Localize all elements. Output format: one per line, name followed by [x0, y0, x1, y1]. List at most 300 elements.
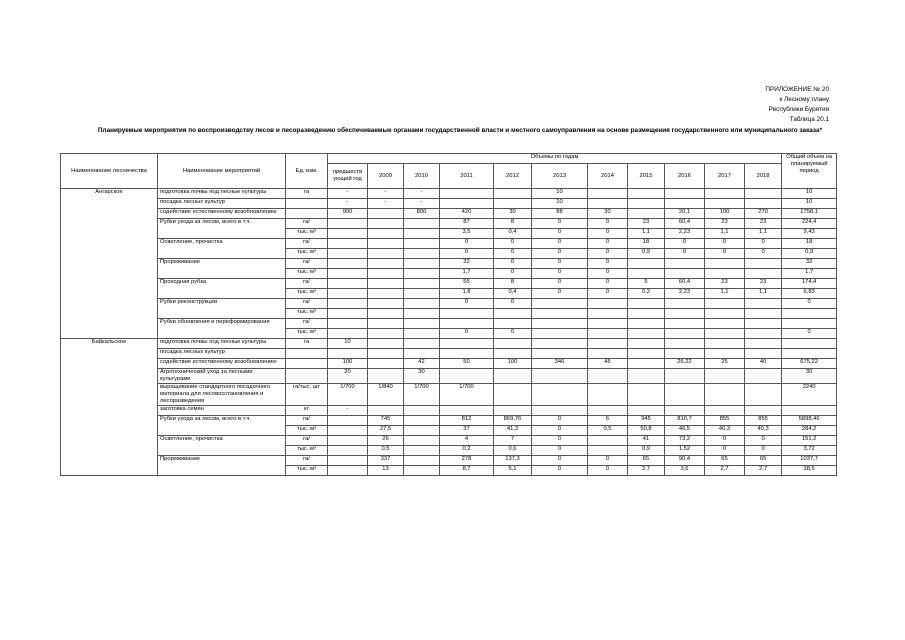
table-row: [61, 456, 837, 466]
value-cell: [705, 189, 745, 199]
value-cell: 40,3: [705, 426, 745, 436]
activity-name: выращивание стандартного посадочного материала для лесовосстановления и лесоразведения: [158, 384, 286, 406]
value-cell: 7: [494, 436, 532, 446]
value-cell: [588, 349, 628, 359]
value-cell: 2,7: [628, 466, 665, 476]
value-cell: [328, 279, 368, 289]
unit-cell: га/тыс. шт: [286, 384, 328, 406]
value-cell: 0: [705, 239, 745, 249]
value-cell: 0: [588, 456, 628, 466]
total-cell: [782, 339, 837, 349]
value-cell: [628, 319, 665, 329]
header-total: Общий объем на планируемый период: [782, 154, 837, 189]
value-cell: [745, 309, 782, 319]
value-cell: 40: [745, 359, 782, 369]
value-cell: [628, 259, 665, 269]
value-cell: [328, 416, 368, 426]
total-cell: 0: [782, 299, 837, 309]
value-cell: [404, 436, 440, 446]
value-cell: 5: [628, 279, 665, 289]
value-cell: 30: [404, 369, 440, 384]
value-cell: [328, 456, 368, 466]
value-cell: [665, 189, 705, 199]
value-cell: 0: [588, 239, 628, 249]
total-cell: 174,4: [782, 279, 837, 289]
value-cell: [328, 446, 368, 456]
value-cell: [745, 259, 782, 269]
value-cell: 50: [440, 359, 494, 369]
unit-cell: [286, 209, 328, 219]
value-cell: [404, 349, 440, 359]
value-cell: [628, 309, 665, 319]
value-cell: 0: [588, 259, 628, 269]
header-year: 2013: [532, 164, 588, 189]
value-cell: [368, 229, 404, 239]
value-cell: 0: [532, 279, 588, 289]
activity-name: Рубки ухода за лесом, всего в т.ч.: [158, 219, 286, 239]
value-cell: -: [404, 199, 440, 209]
header-forestry: Наименование лесничества: [61, 154, 158, 189]
value-cell: [404, 329, 440, 339]
value-cell: [745, 329, 782, 339]
unit-cell: кг: [286, 406, 328, 416]
value-cell: [328, 269, 368, 279]
value-cell: [368, 359, 404, 369]
header-volumes: Объемы по годам: [328, 154, 782, 164]
table-row: [61, 199, 837, 209]
value-cell: 0: [494, 259, 532, 269]
value-cell: 1,1: [705, 289, 745, 299]
value-cell: 0: [532, 269, 588, 279]
unit-cell: га: [286, 339, 328, 349]
value-cell: [705, 329, 745, 339]
header-year: 2016: [665, 164, 705, 189]
value-cell: [368, 259, 404, 269]
value-cell: [440, 369, 494, 384]
unit-cell: га/: [286, 456, 328, 466]
value-cell: [532, 384, 588, 406]
value-cell: [588, 329, 628, 339]
value-cell: [328, 289, 368, 299]
unit-cell: га/: [286, 299, 328, 309]
value-cell: 0: [588, 229, 628, 239]
value-cell: [705, 269, 745, 279]
value-cell: 4: [440, 436, 494, 446]
unit-cell: [286, 369, 328, 384]
value-cell: 73,2: [665, 436, 705, 446]
value-cell: 0,5: [588, 426, 628, 436]
value-cell: 0: [532, 249, 588, 259]
value-cell: 0: [494, 299, 532, 309]
value-cell: 23: [745, 279, 782, 289]
appendix-header: [765, 85, 829, 125]
document-title: Планируемые мероприятия по воспроизводству лесов и лесоразведению обеспечиваемые органами государственной власти и местного самоуправления на основе размещения государственного или муниципального заказа*: [97, 127, 823, 134]
value-cell: [328, 229, 368, 239]
value-cell: [628, 299, 665, 309]
unit-cell: тыс. м³: [286, 446, 328, 456]
value-cell: [404, 219, 440, 229]
value-cell: 337: [368, 456, 404, 466]
value-cell: 0: [588, 466, 628, 476]
value-cell: [368, 269, 404, 279]
header-year: 2015: [628, 164, 665, 189]
activity-name: Рубки ухода за лесом, всего в т.ч.: [158, 416, 286, 436]
value-cell: [404, 289, 440, 299]
value-cell: [705, 384, 745, 406]
value-cell: [440, 309, 494, 319]
value-cell: 23: [705, 219, 745, 229]
value-cell: 0,4: [494, 289, 532, 299]
total-cell: 224,4: [782, 219, 837, 229]
total-cell: 284,2: [782, 426, 837, 436]
activity-name: Осветление, прочистка: [158, 239, 286, 259]
value-cell: 5,1: [494, 466, 532, 476]
appendix-number: ПРИЛОЖЕНИЕ № 20: [765, 86, 829, 93]
value-cell: 0,2: [628, 289, 665, 299]
value-cell: [628, 339, 665, 349]
value-cell: [745, 269, 782, 279]
total-cell: 675,22: [782, 359, 837, 369]
total-cell: 1,7: [782, 269, 837, 279]
value-cell: [368, 239, 404, 249]
unit-cell: тыс. м³: [286, 329, 328, 339]
value-cell: 1,1: [628, 229, 665, 239]
unit-cell: га/: [286, 319, 328, 329]
value-cell: [588, 406, 628, 416]
value-cell: [328, 249, 368, 259]
value-cell: [745, 299, 782, 309]
header-row: [61, 154, 837, 164]
value-cell: 40,3: [745, 426, 782, 436]
total-cell: 18: [782, 239, 837, 249]
value-cell: 0: [532, 426, 588, 436]
value-cell: 26: [368, 436, 404, 446]
value-cell: 800: [404, 209, 440, 219]
value-cell: [628, 369, 665, 384]
value-cell: 20,1: [665, 209, 705, 219]
value-cell: [494, 319, 532, 329]
value-cell: 0: [665, 239, 705, 249]
value-cell: [440, 339, 494, 349]
value-cell: [532, 319, 588, 329]
value-cell: [665, 384, 705, 406]
value-cell: [404, 269, 440, 279]
activity-name: Агротехнический уход за лесными культурами: [158, 369, 286, 384]
value-cell: 87: [440, 219, 494, 229]
activity-name: заготовка семян: [158, 406, 286, 416]
table-row: [61, 259, 837, 269]
value-cell: 0,9: [628, 446, 665, 456]
value-cell: 10: [328, 339, 368, 349]
value-cell: 2,23: [665, 229, 705, 239]
total-cell: 151,2: [782, 436, 837, 446]
value-cell: [404, 319, 440, 329]
value-cell: 46,5: [665, 426, 705, 436]
value-cell: 10: [532, 189, 588, 199]
header-year: 2009: [368, 164, 404, 189]
value-cell: [588, 446, 628, 456]
header-year: 2018: [745, 164, 782, 189]
value-cell: 3,6: [665, 466, 705, 476]
table-row: [61, 189, 837, 199]
activity-name: посадка лесных культур: [158, 349, 286, 359]
value-cell: 0: [705, 436, 745, 446]
value-cell: [328, 329, 368, 339]
value-cell: [588, 299, 628, 309]
value-cell: 23: [705, 279, 745, 289]
value-cell: 0: [705, 446, 745, 456]
value-cell: [328, 239, 368, 249]
value-cell: [745, 189, 782, 199]
value-cell: 0: [588, 219, 628, 229]
value-cell: [404, 279, 440, 289]
value-cell: [368, 369, 404, 384]
value-cell: [404, 259, 440, 269]
value-cell: [368, 339, 404, 349]
value-cell: [588, 189, 628, 199]
value-cell: 0: [494, 249, 532, 259]
value-cell: [328, 219, 368, 229]
value-cell: 88: [532, 209, 588, 219]
value-cell: [440, 406, 494, 416]
value-cell: 0: [532, 239, 588, 249]
value-cell: [404, 339, 440, 349]
table-row: [61, 436, 837, 446]
value-cell: [440, 199, 494, 209]
unit-cell: тыс. м³: [286, 269, 328, 279]
value-cell: 100: [328, 359, 368, 369]
table-row: [61, 319, 837, 329]
value-cell: 1,8: [440, 289, 494, 299]
value-cell: 23: [745, 219, 782, 229]
value-cell: [532, 369, 588, 384]
value-cell: 41,3: [494, 426, 532, 436]
value-cell: [368, 279, 404, 289]
value-cell: 45: [588, 359, 628, 369]
total-cell: 10: [782, 199, 837, 209]
value-cell: 0,6: [494, 446, 532, 456]
value-cell: 869,76: [494, 416, 532, 426]
total-cell: [782, 309, 837, 319]
value-cell: [628, 199, 665, 209]
value-cell: 0: [745, 249, 782, 259]
value-cell: 0: [532, 229, 588, 239]
value-cell: [588, 384, 628, 406]
table-number: Таблица 20.1: [789, 116, 829, 123]
value-cell: 270: [745, 209, 782, 219]
unit-cell: га/: [286, 259, 328, 269]
value-cell: 90,4: [665, 456, 705, 466]
unit-cell: тыс. м³: [286, 249, 328, 259]
activity-name: подготовка почвы под лесные культуры: [158, 339, 286, 349]
value-cell: [705, 199, 745, 209]
value-cell: 60,4: [665, 219, 705, 229]
value-cell: 278: [440, 456, 494, 466]
value-cell: [328, 349, 368, 359]
activity-name: Рубки обновления и переформирования: [158, 319, 286, 339]
value-cell: 855: [705, 416, 745, 426]
header-year: 2011: [440, 164, 494, 189]
table-row: [61, 299, 837, 309]
value-cell: 0: [745, 239, 782, 249]
value-cell: 8: [494, 279, 532, 289]
value-cell: 2,7: [705, 466, 745, 476]
value-cell: 0: [588, 249, 628, 259]
value-cell: 8: [494, 219, 532, 229]
value-cell: [705, 349, 745, 359]
table-row: [61, 349, 837, 359]
unit-cell: тыс. м³: [286, 466, 328, 476]
value-cell: [368, 319, 404, 329]
value-cell: 0: [440, 329, 494, 339]
value-cell: 30: [494, 209, 532, 219]
value-cell: [440, 349, 494, 359]
value-cell: [368, 329, 404, 339]
unit-cell: тыс. м³: [286, 426, 328, 436]
value-cell: [368, 309, 404, 319]
value-cell: [368, 219, 404, 229]
value-cell: [494, 369, 532, 384]
value-cell: 41: [628, 436, 665, 446]
value-cell: [745, 384, 782, 406]
table-row: [61, 219, 837, 229]
value-cell: [404, 249, 440, 259]
value-cell: 0: [532, 446, 588, 456]
value-cell: [404, 299, 440, 309]
header-year: 2017: [705, 164, 745, 189]
value-cell: [494, 339, 532, 349]
value-cell: 100: [705, 209, 745, 219]
value-cell: [745, 349, 782, 359]
value-cell: [328, 309, 368, 319]
value-cell: [328, 259, 368, 269]
value-cell: [532, 299, 588, 309]
activity-name: Прореживание: [158, 456, 286, 476]
value-cell: 100: [494, 359, 532, 369]
unit-cell: га/: [286, 239, 328, 249]
value-cell: [628, 269, 665, 279]
value-cell: 6: [588, 416, 628, 426]
value-cell: [328, 319, 368, 329]
unit-cell: га: [286, 189, 328, 199]
header-year: 2010: [404, 164, 440, 189]
value-cell: 0: [532, 466, 588, 476]
value-cell: [628, 329, 665, 339]
value-cell: [665, 269, 705, 279]
header-year: 2012: [494, 164, 532, 189]
value-cell: [745, 369, 782, 384]
value-cell: [368, 406, 404, 416]
value-cell: [705, 369, 745, 384]
value-cell: 0: [494, 269, 532, 279]
value-cell: [368, 249, 404, 259]
value-cell: 0,2: [440, 446, 494, 456]
value-cell: [368, 299, 404, 309]
value-cell: [532, 349, 588, 359]
value-cell: 13: [368, 466, 404, 476]
value-cell: [404, 239, 440, 249]
value-cell: [368, 349, 404, 359]
value-cell: 20: [328, 369, 368, 384]
header-activity: Наименование мероприятий: [158, 154, 286, 189]
value-cell: [628, 359, 665, 369]
value-cell: [494, 189, 532, 199]
appendix-region: Республики Бурятия: [768, 106, 829, 113]
value-cell: [404, 426, 440, 436]
unit-cell: тыс. м³: [286, 309, 328, 319]
unit-cell: га/: [286, 416, 328, 426]
value-cell: [665, 349, 705, 359]
unit-cell: [286, 349, 328, 359]
activity-name: Проходная рубка: [158, 279, 286, 299]
value-cell: [588, 339, 628, 349]
value-cell: 1,1: [745, 229, 782, 239]
value-cell: [628, 406, 665, 416]
value-cell: [588, 199, 628, 209]
total-cell: [782, 406, 837, 416]
activity-name: подготовка почвы под лесные культуры: [158, 189, 286, 199]
value-cell: [588, 436, 628, 446]
total-cell: 1037,7: [782, 456, 837, 466]
activity-name: посадка лесных культур: [158, 199, 286, 209]
value-cell: 0: [440, 299, 494, 309]
value-cell: 3,5: [440, 229, 494, 239]
value-cell: 30: [588, 209, 628, 219]
value-cell: 2,23: [665, 289, 705, 299]
value-cell: [745, 319, 782, 329]
value-cell: 0: [532, 436, 588, 446]
table-row: [61, 384, 837, 406]
value-cell: -: [328, 189, 368, 199]
value-cell: 37: [440, 426, 494, 436]
total-cell: [782, 319, 837, 329]
value-cell: [628, 384, 665, 406]
value-cell: 26,22: [665, 359, 705, 369]
appendix-ref: к Лесному плану: [779, 96, 829, 103]
value-cell: 945: [628, 416, 665, 426]
value-cell: 1,1: [745, 289, 782, 299]
value-cell: [665, 319, 705, 329]
value-cell: 0: [588, 279, 628, 289]
value-cell: 18: [628, 239, 665, 249]
value-cell: [532, 339, 588, 349]
value-cell: [665, 299, 705, 309]
value-cell: 0,4: [494, 229, 532, 239]
value-cell: 8,7: [440, 466, 494, 476]
activity-name: содействие естественному возобновлению: [158, 209, 286, 219]
total-cell: 3,72: [782, 446, 837, 456]
unit-cell: тыс. м³: [286, 289, 328, 299]
value-cell: [532, 406, 588, 416]
value-cell: 1/700: [404, 384, 440, 406]
total-cell: 9,43: [782, 229, 837, 239]
value-cell: 0: [665, 249, 705, 259]
value-cell: -: [368, 199, 404, 209]
value-cell: [705, 299, 745, 309]
forestry-name: Ангарское: [61, 189, 158, 339]
value-cell: 0: [440, 239, 494, 249]
header-unit: Ед. изм.: [286, 154, 328, 189]
total-cell: [782, 349, 837, 359]
value-cell: [368, 209, 404, 219]
value-cell: 745: [368, 416, 404, 426]
table-row: [61, 369, 837, 384]
value-cell: 0: [532, 259, 588, 269]
value-cell: 23: [628, 219, 665, 229]
plan-table: [60, 153, 837, 476]
value-cell: [532, 329, 588, 339]
value-cell: [705, 309, 745, 319]
